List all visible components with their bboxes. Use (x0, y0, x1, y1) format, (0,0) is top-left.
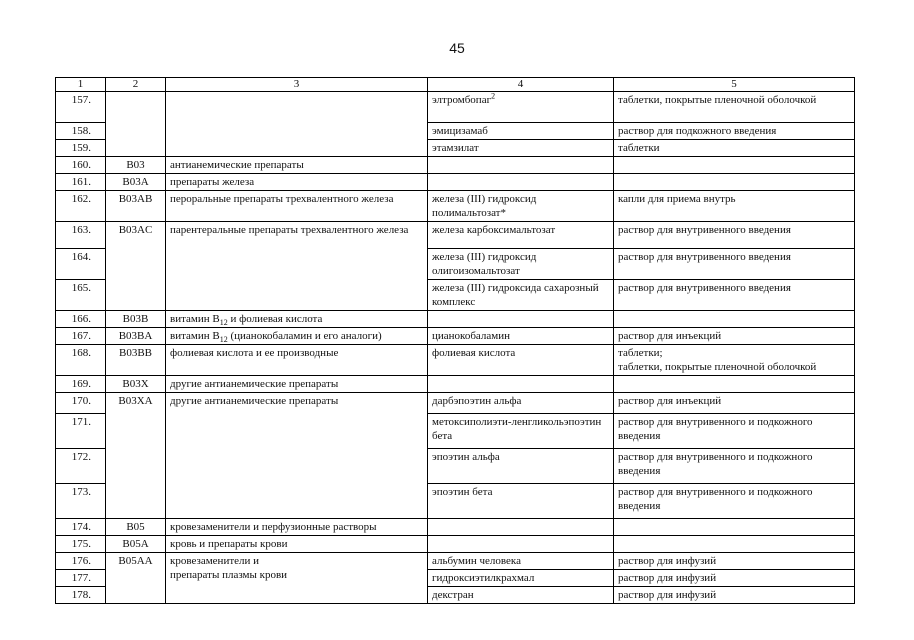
atc-code: B03AB (106, 191, 166, 222)
table-row (56, 92, 855, 123)
atc-code: B03BA (106, 328, 166, 345)
group-name: фолиевая кислота и ее производные (166, 345, 428, 376)
group-text: (цианокобаламин и его аналоги) (227, 330, 382, 342)
table-row (56, 376, 855, 393)
drug-name: фолиевая кислота (428, 345, 614, 376)
drug-name: железа карбоксимальтозат (428, 222, 614, 249)
drug-name: метоксиполиэти-ленгликольэпоэтин бета (428, 414, 614, 449)
group-name (166, 311, 428, 328)
table-row (56, 157, 855, 174)
drug-name: декстран (428, 587, 614, 604)
drug-name (428, 376, 614, 393)
drug-name: этамзилат (428, 140, 614, 157)
atc-code: B03B (106, 311, 166, 328)
dosage-form: раствор для инфузий (614, 587, 855, 604)
header-col-5: 5 (614, 78, 855, 92)
dosage-form: таблетки (614, 140, 855, 157)
group-line: кровезаменители и (170, 555, 260, 567)
dosage-form: раствор для внутривенного введения (614, 249, 855, 280)
row-number: 159. (56, 140, 106, 157)
drug-name: железа (III) гидроксид полимальтозат* (428, 191, 614, 222)
row-number: 168. (56, 345, 106, 376)
table-row (56, 536, 855, 553)
drug-name (428, 174, 614, 191)
drug-name: цианокобаламин (428, 328, 614, 345)
atc-code: B03BB (106, 345, 166, 376)
drug-name: дарбэпоэтин альфа (428, 393, 614, 414)
row-number: 158. (56, 123, 106, 140)
table-row (56, 519, 855, 536)
row-number: 169. (56, 376, 106, 393)
header-col-3: 3 (166, 78, 428, 92)
atc-code: B05 (106, 519, 166, 536)
dosage-form-line: таблетки; (618, 347, 663, 359)
row-number: 165. (56, 280, 106, 311)
group-name: препараты железа (166, 174, 428, 191)
row-number: 175. (56, 536, 106, 553)
footnote-mark: 2 (491, 91, 496, 101)
group-text: и фолиевая кислота (227, 313, 323, 325)
group-line: препараты плазмы крови (170, 569, 288, 581)
row-number: 161. (56, 174, 106, 191)
header-col-4: 4 (428, 78, 614, 92)
row-number: 171. (56, 414, 106, 449)
atc-code (106, 92, 166, 157)
drug-name: эпоэтин бета (428, 484, 614, 519)
drug-name-text: элтромбопаг (432, 94, 492, 106)
atc-code: B03X (106, 376, 166, 393)
dosage-form: раствор для внутривенного и подкожного введения (614, 449, 855, 484)
atc-code: B03 (106, 157, 166, 174)
row-number: 170. (56, 393, 106, 414)
drug-name (428, 311, 614, 328)
dosage-form: раствор для подкожного введения (614, 123, 855, 140)
dosage-form: капли для приема внутрь (614, 191, 855, 222)
header-col-1: 1 (56, 78, 106, 92)
table-row (56, 328, 855, 345)
table-row (56, 311, 855, 328)
dosage-form: раствор для внутривенного и подкожного введения (614, 414, 855, 449)
group-name: пероральные препараты трехвалентного железа (166, 191, 428, 222)
dosage-form (614, 536, 855, 553)
header-col-2: 2 (106, 78, 166, 92)
group-name (166, 328, 428, 345)
atc-code: B05A (106, 536, 166, 553)
group-name: антианемические препараты (166, 157, 428, 174)
row-number: 178. (56, 587, 106, 604)
group-name (166, 92, 428, 157)
group-name: другие антианемические препараты (166, 393, 428, 519)
row-number: 162. (56, 191, 106, 222)
drug-name: железа (III) гидроксида сахарозный комплекс (428, 280, 614, 311)
table-row (56, 393, 855, 414)
drug-name: эпоэтин альфа (428, 449, 614, 484)
table-row (56, 222, 855, 249)
atc-code: B03A (106, 174, 166, 191)
dosage-form (614, 345, 855, 376)
drug-name: эмицизамаб (428, 123, 614, 140)
dosage-form: раствор для инфузий (614, 553, 855, 570)
row-number: 172. (56, 449, 106, 484)
row-number: 174. (56, 519, 106, 536)
subscript: 12 (219, 335, 228, 345)
dosage-form-line: таблетки, покрытые пленочной оболочкой (618, 361, 817, 373)
dosage-form: раствор для внутривенного введения (614, 222, 855, 249)
medicines-table (55, 77, 855, 604)
group-text: витамин B (170, 313, 220, 325)
header-row (56, 78, 855, 92)
row-number: 166. (56, 311, 106, 328)
drug-name (428, 157, 614, 174)
drug-name (428, 92, 614, 123)
drug-name (428, 519, 614, 536)
row-number: 167. (56, 328, 106, 345)
dosage-form: раствор для внутривенного введения (614, 280, 855, 311)
group-name: кровь и препараты крови (166, 536, 428, 553)
drug-name: гидроксиэтилкрахмал (428, 570, 614, 587)
dosage-form (614, 519, 855, 536)
drug-name (428, 536, 614, 553)
table-row (56, 345, 855, 376)
row-number: 177. (56, 570, 106, 587)
row-number: 163. (56, 222, 106, 249)
dosage-form: раствор для инфузий (614, 570, 855, 587)
dosage-form: раствор для инъекций (614, 328, 855, 345)
table-row (56, 174, 855, 191)
table-row (56, 553, 855, 570)
drug-name: железа (III) гидроксид олигоизомальтозат (428, 249, 614, 280)
row-number: 176. (56, 553, 106, 570)
group-name: другие антианемические препараты (166, 376, 428, 393)
atc-code: B03AC (106, 222, 166, 311)
dosage-form (614, 157, 855, 174)
dosage-form: таблетки, покрытые пленочной оболочкой (614, 92, 855, 123)
group-name (166, 553, 428, 604)
row-number: 164. (56, 249, 106, 280)
dosage-form: раствор для инъекций (614, 393, 855, 414)
page-number: 45 (449, 40, 465, 56)
atc-code: B03XA (106, 393, 166, 519)
table-row (56, 191, 855, 222)
subscript: 12 (219, 318, 228, 328)
dosage-form (614, 311, 855, 328)
dosage-form (614, 174, 855, 191)
row-number: 157. (56, 92, 106, 123)
row-number: 173. (56, 484, 106, 519)
row-number: 160. (56, 157, 106, 174)
group-name: кровезаменители и перфузионные растворы (166, 519, 428, 536)
group-text: витамин B (170, 330, 220, 342)
drug-name: альбумин человека (428, 553, 614, 570)
dosage-form: раствор для внутривенного и подкожного введения (614, 484, 855, 519)
dosage-form (614, 376, 855, 393)
atc-code: B05AA (106, 553, 166, 604)
group-name: парентеральные препараты трехвалентного железа (166, 222, 428, 311)
